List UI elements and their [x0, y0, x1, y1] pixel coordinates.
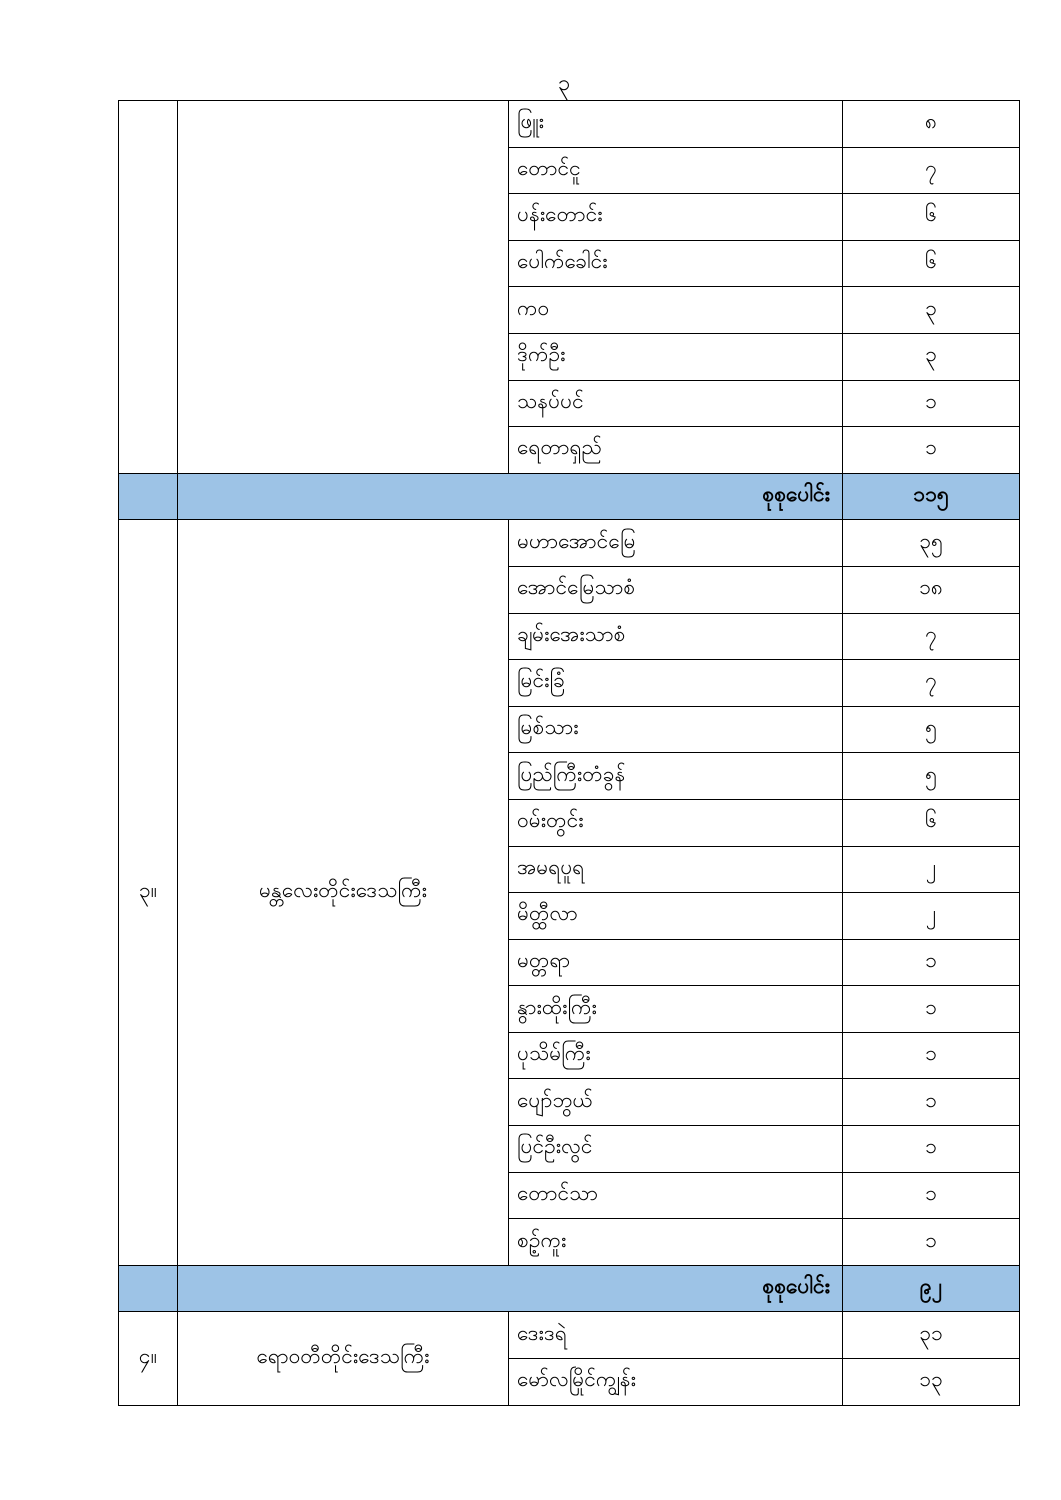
township-cell: ပေါက်ခေါင်း — [509, 240, 843, 287]
count-cell: ၁ — [843, 1172, 1020, 1219]
total-blank-cell — [119, 473, 178, 520]
township-cell: ချမ်းအေးသာစံ — [509, 613, 843, 660]
township-cell: ရေတာရှည် — [509, 427, 843, 474]
count-cell: ၇ — [843, 660, 1020, 707]
count-cell: ၂ — [843, 846, 1020, 893]
township-count-table — [118, 100, 1020, 1406]
township-cell: အမရပူရ — [509, 846, 843, 893]
count-cell: ၁၈ — [843, 566, 1020, 613]
total-label: စုစုပေါင်း — [178, 1265, 843, 1312]
count-cell: ၃၅ — [843, 520, 1020, 567]
township-cell: စဉ့်ကူး — [509, 1219, 843, 1266]
table-row — [119, 520, 1020, 567]
count-cell: ၁ — [843, 1079, 1020, 1126]
township-cell: ပျော်ဘွယ် — [509, 1079, 843, 1126]
township-cell: ကဝ — [509, 287, 843, 334]
township-cell: မတ္တရာ — [509, 939, 843, 986]
count-cell: ၆ — [843, 799, 1020, 846]
count-cell: ၁ — [843, 939, 1020, 986]
table-row — [119, 1312, 1020, 1359]
township-cell: တောင်ငူ — [509, 147, 843, 194]
region-cell: မန္တလေးတိုင်းဒေသကြီး — [178, 520, 509, 1266]
count-cell: ၇ — [843, 613, 1020, 660]
township-cell: ပြင်ဦးလွင် — [509, 1126, 843, 1173]
count-cell: ၆ — [843, 194, 1020, 241]
count-cell: ၁ — [843, 427, 1020, 474]
table-body — [119, 101, 1020, 1406]
count-cell: ၁ — [843, 1126, 1020, 1173]
total-row — [119, 473, 1020, 520]
township-cell: သနပ်ပင် — [509, 380, 843, 427]
township-cell: အောင်မြေသာစံ — [509, 566, 843, 613]
count-cell: ၅ — [843, 753, 1020, 800]
township-cell: မော်လမြိုင်ကျွန်း — [509, 1359, 843, 1406]
total-value: ၁၁၅ — [843, 473, 1020, 520]
region-cell: ရောဝတီတိုင်းဒေသကြီး — [178, 1312, 509, 1405]
section-number-cell — [119, 101, 178, 474]
count-cell: ၇ — [843, 147, 1020, 194]
township-cell: နွားထိုးကြီး — [509, 986, 843, 1033]
total-row — [119, 1265, 1020, 1312]
count-cell: ၂ — [843, 893, 1020, 940]
count-cell: ၁ — [843, 380, 1020, 427]
count-cell: ၃ — [843, 287, 1020, 334]
table-row — [119, 101, 1020, 148]
total-blank-cell — [119, 1265, 178, 1312]
township-cell: တောင်သာ — [509, 1172, 843, 1219]
count-cell: ၁၃ — [843, 1359, 1020, 1406]
page-number: ၃ — [557, 71, 571, 96]
township-cell: ပုသိမ်ကြီး — [509, 1032, 843, 1079]
count-cell: ၅ — [843, 706, 1020, 753]
region-cell — [178, 101, 509, 474]
township-cell: မိတ္ထီလာ — [509, 893, 843, 940]
township-cell: ပြည်ကြီးတံခွန် — [509, 753, 843, 800]
count-cell: ၁ — [843, 986, 1020, 1033]
township-cell: ဝမ်းတွင်း — [509, 799, 843, 846]
count-cell: ၁ — [843, 1219, 1020, 1266]
count-cell: ၆ — [843, 240, 1020, 287]
township-cell: ဒိုက်ဦး — [509, 333, 843, 380]
township-cell: မြင်းခြံ — [509, 660, 843, 707]
total-label: စုစုပေါင်း — [178, 473, 843, 520]
section-number-cell: ၃။ — [119, 520, 178, 1266]
total-value: ၉၂ — [843, 1265, 1020, 1312]
count-cell: ၁ — [843, 1032, 1020, 1079]
township-cell: မဟာအောင်မြေ — [509, 520, 843, 567]
count-cell: ၈ — [843, 101, 1020, 148]
township-cell: ဒေးဒရဲ — [509, 1312, 843, 1359]
township-cell: ဖြူး — [509, 101, 843, 148]
township-cell: မြစ်သား — [509, 706, 843, 753]
count-cell: ၃ — [843, 333, 1020, 380]
section-number-cell: ၄။ — [119, 1312, 178, 1405]
township-cell: ပန်းတောင်း — [509, 194, 843, 241]
count-cell: ၃၁ — [843, 1312, 1020, 1359]
